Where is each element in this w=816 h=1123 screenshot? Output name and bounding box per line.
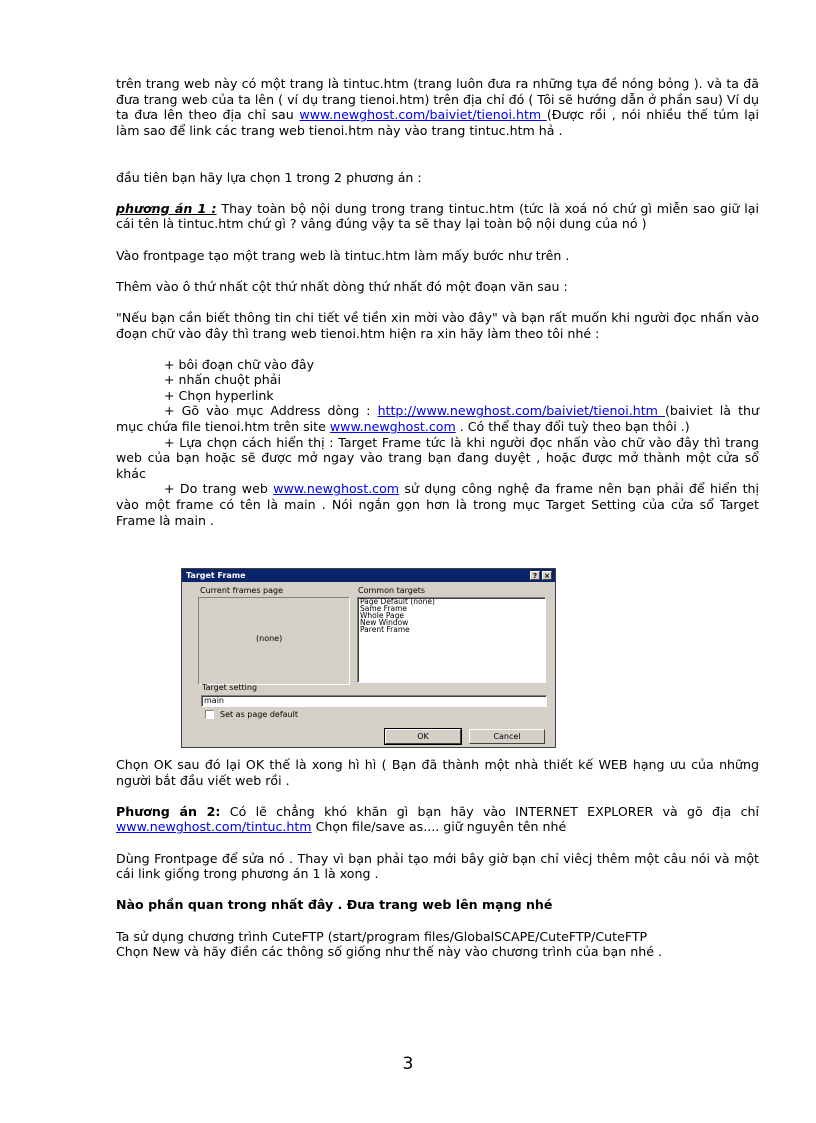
document-body-continued bbox=[116, 757, 759, 960]
tintuc-link[interactable]: www.newghost.com/tintuc.htm bbox=[116, 819, 312, 835]
target-option[interactable]: Same Frame bbox=[360, 604, 408, 613]
paragraph-option-1: phương án 1 : Thay toàn bộ nội dung trong trang tintuc.htm (tức là xoá nó chứ gì miễn sao giữ lại cái tên là tintuc.htm chứ gì ? vâng đúng vậy ta sẽ thay lại toàn bộ nội dung của nó ) bbox=[116, 200, 759, 232]
step-5: + Lựa chọn cách hiển thị : Target Frame tức là khi người đọc nhấn vào chữ vào đây thì trang web của bạn hoặc sẽ được mở ngay vào trang bạn đang duyệt , hoặc được mở thành một cửa sổ khác bbox=[116, 434, 759, 481]
dialog-title: Target Frame bbox=[186, 571, 246, 580]
target-option[interactable]: New Window bbox=[360, 618, 409, 627]
step-1: + bôi đoạn chữ vào đây bbox=[164, 356, 315, 372]
common-targets-list[interactable] bbox=[357, 597, 546, 683]
current-frames-label: Current frames page bbox=[200, 586, 284, 595]
common-targets-label: Common targets bbox=[358, 586, 426, 595]
paragraph-quote: "Nếu bạn cần biết thông tin chi tiết về tiền xin mời vào đây" và bạn rất muốn khi người đọc nhấn vào đoạn chữ vào đây thì trang web tienoi.htm hiện ra xin hãy làm theo tôi nhé : bbox=[116, 309, 759, 341]
cancel-button[interactable]: Cancel bbox=[469, 729, 545, 744]
document-body bbox=[116, 76, 759, 528]
target-option[interactable]: Whole Page bbox=[360, 611, 404, 620]
none-label: (none) bbox=[256, 634, 283, 643]
option-1-label: phương án 1 : bbox=[116, 200, 217, 216]
help-icon[interactable]: ? bbox=[530, 571, 540, 580]
current-frames-panel bbox=[198, 597, 350, 685]
section-heading: Nào phần quan trong nhất đây . Đưa trang web lên mạng nhé bbox=[116, 897, 553, 913]
paragraph-choose: đầu tiên bạn hãy lựa chọn 1 trong 2 phương án : bbox=[116, 169, 422, 185]
address-link[interactable]: http://www.newghost.com/baiviet/tienoi.htm bbox=[377, 403, 665, 419]
target-setting-input[interactable]: main bbox=[201, 695, 547, 707]
paragraph-option-2: Phương án 2: Có lẽ chẳng khó khăn gì bạn hãy vào INTERNET EXPLORER và gõ địa chỉ www.newghost.com/tintuc.htm Chọn file/save as.... giữ nguyên tên nhé bbox=[116, 803, 759, 835]
step-2: + nhấn chuột phải bbox=[164, 372, 281, 388]
set-as-default-label: Set as page default bbox=[220, 710, 298, 719]
step-3: + Chọn hyperlink bbox=[164, 387, 274, 403]
target-frame-dialog bbox=[181, 568, 556, 748]
tienoi-link[interactable]: www.newghost.com/baiviet/tienoi.htm bbox=[299, 107, 547, 123]
target-setting-label: Target setting bbox=[202, 683, 258, 692]
site-link[interactable]: www.newghost.com bbox=[329, 419, 456, 435]
option-2-label: Phương án 2: bbox=[116, 803, 221, 819]
set-as-default-checkbox[interactable] bbox=[205, 710, 214, 719]
paragraph-add-text: Thêm vào ô thứ nhất cột thứ nhất dòng thứ nhất đó một đoạn văn sau : bbox=[116, 278, 568, 294]
paragraph-new: Chọn New và hãy điền các thông số giống như thế này vào chương trình của bạn nhé . bbox=[116, 944, 662, 960]
close-icon[interactable]: × bbox=[542, 571, 552, 580]
step-4: + Gõ vào mục Address dòng : http://www.newghost.com/baiviet/tienoi.htm (baiviet là thư mục chứa file tienoi.htm trên site www.newghost.com . Có thể thay đổi tuỳ theo bạn thôi .) bbox=[116, 403, 759, 435]
site-link-2[interactable]: www.newghost.com bbox=[273, 481, 400, 497]
paragraph-intro: trên trang web này có một trang là tintuc.htm (trang luôn đưa ra những tựa đề nóng bỏng ). và ta đã đưa trang web của ta lên ( ví dụ trang tienoi.htm) trên địa chỉ đó ( Tôi sẽ hướng dẫn ở phần sau) Ví dụ ta đưa lên theo địa chỉ sau www.newghost.com/baiviet/tienoi.htm (Được rồi , nói nhiều thế túm lại làm sao để link các trang web tienoi.htm này vào trang tintuc.htm hả . bbox=[116, 76, 759, 138]
paragraph-frontpage-edit: Dùng Frontpage để sửa nó . Thay vì bạn phải tạo mới bây giờ bạn chỉ viêcj thêm một câu nói và một cái link giống trong phương án 1 là xong . bbox=[116, 850, 759, 882]
page-number: 3 bbox=[402, 1054, 414, 1074]
dialog-title-bar bbox=[182, 569, 555, 582]
step-6: + Do trang web www.newghost.com sử dụng công nghệ đa frame nên bạn phải để hiển thị vào một frame có tên là main . Nói ngắn gọn hơn là trong mục Target Setting của cửa sổ Target Frame là main . bbox=[116, 481, 759, 528]
paragraph-frontpage: Vào frontpage tạo một trang web là tintuc.htm làm mấy bước như trên . bbox=[116, 247, 570, 263]
target-option[interactable]: Parent Frame bbox=[360, 625, 410, 634]
paragraph-cuteftp: Ta sử dụng chương trình CuteFTP (start/program files/GlobalSCAPE/CuteFTP/CuteFTP bbox=[116, 928, 648, 944]
target-option[interactable]: Page Default (none) bbox=[360, 597, 435, 606]
ok-button[interactable]: OK bbox=[385, 729, 461, 744]
paragraph-ok: Chọn OK sau đó lại OK thế là xong hì hì ( Bạn đã thành một nhà thiết kế WEB hạng ưu của những người bắt đầu viết web rồi . bbox=[116, 757, 759, 788]
